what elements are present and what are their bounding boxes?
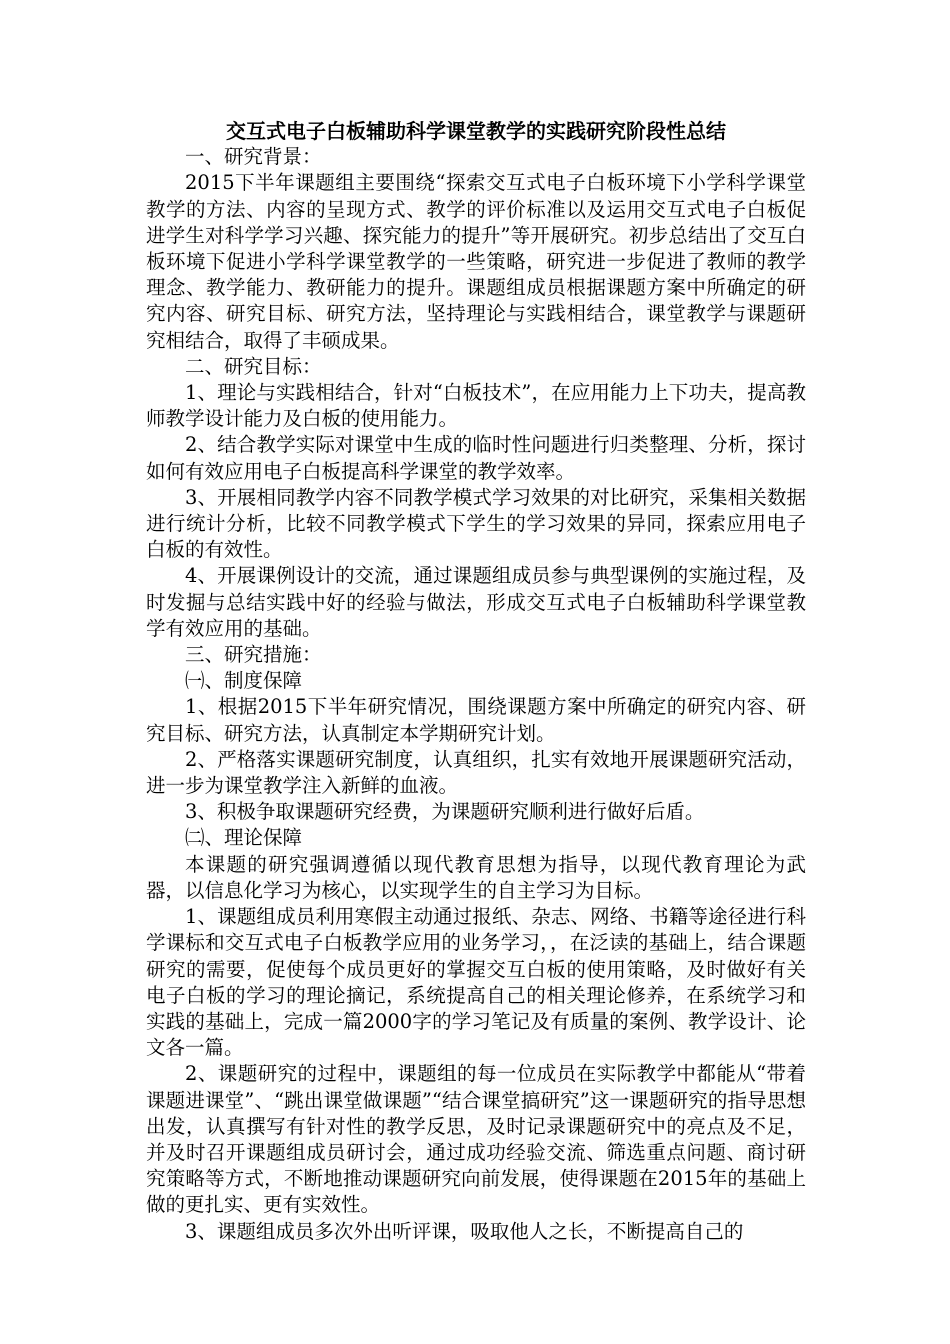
subsection-heading-system: ㈠、制度保障 [185, 669, 303, 693]
paragraph-background: 2015下半年课题组主要围绕“探索交互式电子白板环境下小学科学课堂教学的方法、内容的呈现方式、教学的评价标准以及运用交互式电子白板促进学生对科学学习兴趣、探究能力的提升”等开展研究。初步总结出了交互白板环境下促进小学科学课堂教学的一些策略，研究进一步促进了教师的教学理念、教学能力、教研能力的提升。课题组成员根据课题方案中所确定的研究内容、研究目标、研究方法，坚持理论与实践相结合，课堂教学与课题研究相结合，取得了丰硕成果。 [146, 171, 806, 352]
theory-item-1: 1、课题组成员利用寒假主动通过报纸、杂志、网络、书籍等途径进行科学课标和交互式电子白板教学应用的业务学习，，在泛读的基础上，结合课题研究的需要，促使每个成员更好的掌握交互白板的使用策略，及时做好有关电子白板的学习的理论摘记，系统提高自己的相关理论修养，在系统学习和实践的基础上，完成一篇2000字的学习笔记及有质量的案例、教学设计、论文各一篇。 [146, 905, 806, 1060]
theory-intro-paragraph: 本课题的研究强调遵循以现代教育思想为指导，以现代教育理论为武器，以信息化学习为核心，以实现学生的自主学习为目标。 [146, 852, 806, 902]
section-heading-measures: 三、研究措施： [185, 643, 322, 667]
system-item-2: 2、严格落实课题研究制度，认真组织，扎实有效地开展课题研究活动，进一步为课堂教学注入新鲜的血液。 [146, 747, 806, 798]
system-item-1: 1、根据2015下半年研究情况，围绕课题方案中所确定的研究内容、研究目标、研究方法，认真制定本学期研究计划。 [146, 695, 806, 745]
theory-item-2: 2、课题研究的过程中，课题组的每一位成员在实际教学中都能从“带着课题进课堂”、“跳出课堂做课题”“结合课堂搞研究”这一课题研究的指导思想出发，认真撰写有针对性的教学反思，及时记录课题研究中的亮点及不足，并及时召开课题组成员研讨会，通过成功经验交流、筛选重点问题、商讨研究策略等方式，不断地推动课题研究向前发展，使得课题在2015年的基础上做的更扎实、更有实效性。 [146, 1062, 806, 1217]
document-page [146, 118, 806, 1245]
goal-item-1: 1、理论与实践相结合，针对“白板技术”，在应用能力上下功夫，提高教师教学设计能力及白板的使用能力。 [146, 381, 806, 431]
theory-item-3: 3、课题组成员多次外出听评课，吸取他人之长，不断提高自己的 [185, 1219, 744, 1243]
section-heading-goals: 二、研究目标： [185, 354, 322, 378]
section-heading-background: 一、研究背景： [185, 145, 322, 169]
goal-item-2: 2、结合教学实际对课堂中生成的临时性问题进行归类整理、分析，探讨如何有效应用电子白板提高科学课堂的教学效率。 [146, 433, 806, 483]
goal-item-4: 4、开展课例设计的交流，通过课题组成员参与典型课例的实施过程，及时发掘与总结实践中好的经验与做法，形成交互式电子白板辅助科学课堂教学有效应用的基础。 [146, 564, 806, 640]
subsection-heading-theory: ㈡、理论保障 [185, 826, 303, 850]
system-item-3: 3、积极争取课题研究经费，为课题研究顺利进行做好后盾。 [185, 800, 705, 824]
document-title: 交互式电子白板辅助科学课堂教学的实践研究阶段性总结 [226, 119, 726, 143]
goal-item-3: 3、开展相同教学内容不同教学模式学习效果的对比研究，采集相关数据进行统计分析，比较不同教学模式下学生的学习效果的异同，探索应用电子白板的有效性。 [146, 485, 806, 562]
